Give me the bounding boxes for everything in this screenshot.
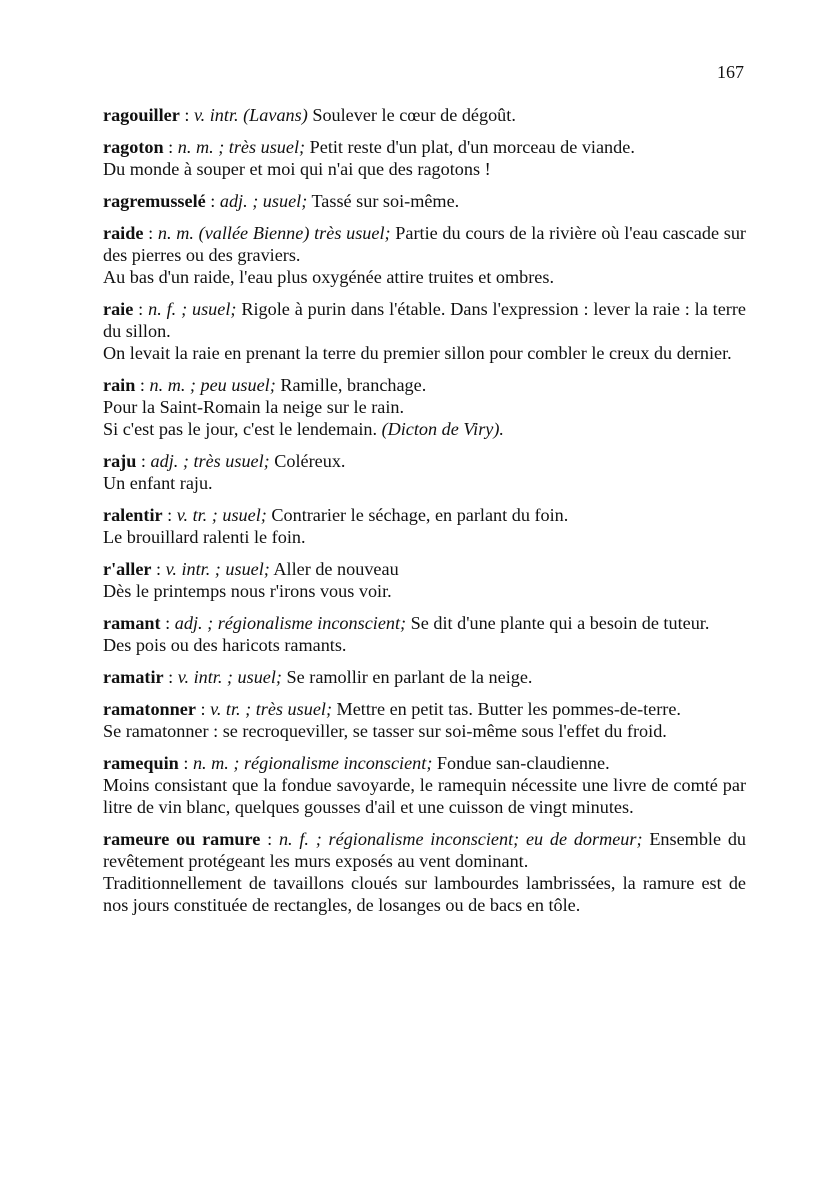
example-with-source [103, 418, 746, 440]
headword: r'aller [103, 559, 152, 579]
definition: Se ramollir en parlant de la neige. [281, 667, 533, 687]
definition: Ramille, branchage. [275, 375, 427, 395]
example: Des pois ou des haricots ramants. [103, 635, 347, 655]
separator: : [178, 753, 193, 773]
example: Pour la Saint-Romain la neige sur le rain. [103, 397, 405, 417]
example: Se ramatonner : se recroqueviller, se tasser sur soi-même sous l'effet du froid. [103, 721, 667, 741]
grammar-note: n. m. ; très usuel; [177, 137, 306, 157]
definition: Tassé sur soi-même. [307, 191, 460, 211]
separator: : [143, 223, 158, 243]
entry-definition-line [103, 698, 746, 720]
entry-raie [103, 298, 746, 364]
grammar-note: n. m. ; régionalisme inconscient; [192, 753, 433, 773]
entry-definition-line [103, 612, 746, 634]
grammar-note: v. intr. ; usuel; [177, 667, 282, 687]
separator: : [163, 667, 178, 687]
entry-ramatonner [103, 698, 746, 742]
entry-definition-line [103, 136, 746, 158]
definition: Contrarier le séchage, en parlant du foin. [266, 505, 569, 525]
headword: rameure ou ramure [103, 829, 261, 849]
definition: Mettre en petit tas. Butter les pommes-de-terre. [332, 699, 681, 719]
entry-raju [103, 450, 746, 494]
example: Dès le printemps nous r'irons vous voir. [103, 581, 392, 601]
entry-definition-line [103, 558, 746, 580]
headword: raide [103, 223, 144, 243]
entry-definition-line [103, 504, 746, 526]
entry-definition-line [103, 222, 746, 266]
example: Le brouillard ralenti le foin. [103, 527, 306, 547]
example: Au bas d'un raide, l'eau plus oxygénée attire truites et ombres. [103, 267, 555, 287]
definition: Ensemble du revêtement protégeant les murs exposés au vent dominant. [103, 829, 746, 871]
definition: Coléreux. [269, 451, 346, 471]
grammar-note: v. tr. ; usuel; [176, 505, 267, 525]
dictionary-entries [103, 104, 746, 926]
grammar-note: n. f. ; usuel; [148, 299, 237, 319]
example: On levait la raie en prenant la terre du premier sillon pour combler le creux du dernier. [103, 343, 732, 363]
grammar-note: adj. ; très usuel; [150, 451, 270, 471]
headword: ramatonner [103, 699, 196, 719]
entry-ralentir [103, 504, 746, 548]
entry-ragouiller [103, 104, 746, 126]
headword: raju [103, 451, 137, 471]
headword: rain [103, 375, 136, 395]
separator: : [179, 105, 194, 125]
separator: : [135, 375, 150, 395]
headword: ragoton [103, 137, 164, 157]
entry-rain [103, 374, 746, 440]
grammar-note: n. f. ; régionalisme inconscient; eu de dormeur; [278, 829, 643, 849]
entry-ramant [103, 612, 746, 656]
separator: : [160, 613, 175, 633]
example-source: (Dicton de Viry). [381, 419, 504, 439]
entry-ragoton [103, 136, 746, 180]
entry-rameure [103, 828, 746, 916]
separator: : [163, 137, 178, 157]
grammar-note: n. m. ; peu usuel; [149, 375, 276, 395]
grammar-note: n. m. (vallée Bienne) très usuel; [157, 223, 391, 243]
grammar-note: v. tr. ; très usuel; [210, 699, 332, 719]
separator: : [260, 829, 279, 849]
headword: ralentir [103, 505, 163, 525]
separator: : [195, 699, 211, 719]
headword: ramatir [103, 667, 164, 687]
grammar-note: adj. ; usuel; [219, 191, 308, 211]
entry-definition-line [103, 666, 746, 688]
definition: Rigole à purin dans l'étable. Dans l'expression : lever la raie : la terre du sillon. [103, 299, 746, 341]
entry-ramequin [103, 752, 746, 818]
example: Traditionnellement de tavaillons cloués sur lambourdes lambrissées, la ramure est de nos jours constituée de rectangles, de losanges ou de bacs en tôle. [103, 873, 746, 915]
entry-definition-line [103, 104, 746, 126]
entry-definition-line [103, 828, 746, 872]
example: Un enfant raju. [103, 473, 213, 493]
entry-ramatir [103, 666, 746, 688]
grammar-note: v. intr. (Lavans) [193, 105, 308, 125]
headword: ramequin [103, 753, 179, 773]
separator: : [136, 451, 151, 471]
definition: Fondue san-claudienne. [432, 753, 610, 773]
definition: Soulever le cœur de dégoût. [307, 105, 516, 125]
definition: Partie du cours de la rivière où l'eau cascade sur des pierres ou des graviers. [103, 223, 746, 265]
headword: ragremusselé [103, 191, 206, 211]
grammar-note: v. intr. ; usuel; [165, 559, 270, 579]
entry-definition-line [103, 374, 746, 396]
definition: Aller de nouveau [269, 559, 399, 579]
headword: ramant [103, 613, 161, 633]
separator: : [151, 559, 166, 579]
entry-raller [103, 558, 746, 602]
separator: : [205, 191, 220, 211]
definition: Petit reste d'un plat, d'un morceau de viande. [305, 137, 635, 157]
entry-definition-line [103, 190, 746, 212]
separator: : [162, 505, 177, 525]
headword: ragouiller [103, 105, 180, 125]
example: Moins consistant que la fondue savoyarde, le ramequin nécessite une livre de comté par litre de vin blanc, quelques gousses d'ail et une cuisson de vingt minutes. [103, 775, 746, 817]
example: Du monde à souper et moi qui n'ai que des ragotons ! [103, 159, 491, 179]
headword: raie [103, 299, 134, 319]
definition: Se dit d'une plante qui a besoin de tuteur. [406, 613, 710, 633]
grammar-note: adj. ; régionalisme inconscient; [174, 613, 407, 633]
entry-definition-line [103, 450, 746, 472]
entry-ragremusselé [103, 190, 746, 212]
entry-definition-line [103, 298, 746, 342]
page-number: 167 [717, 62, 744, 82]
entry-definition-line [103, 752, 746, 774]
example: Si c'est pas le jour, c'est le lendemain. [103, 419, 382, 439]
entry-raide [103, 222, 746, 288]
separator: : [133, 299, 149, 319]
